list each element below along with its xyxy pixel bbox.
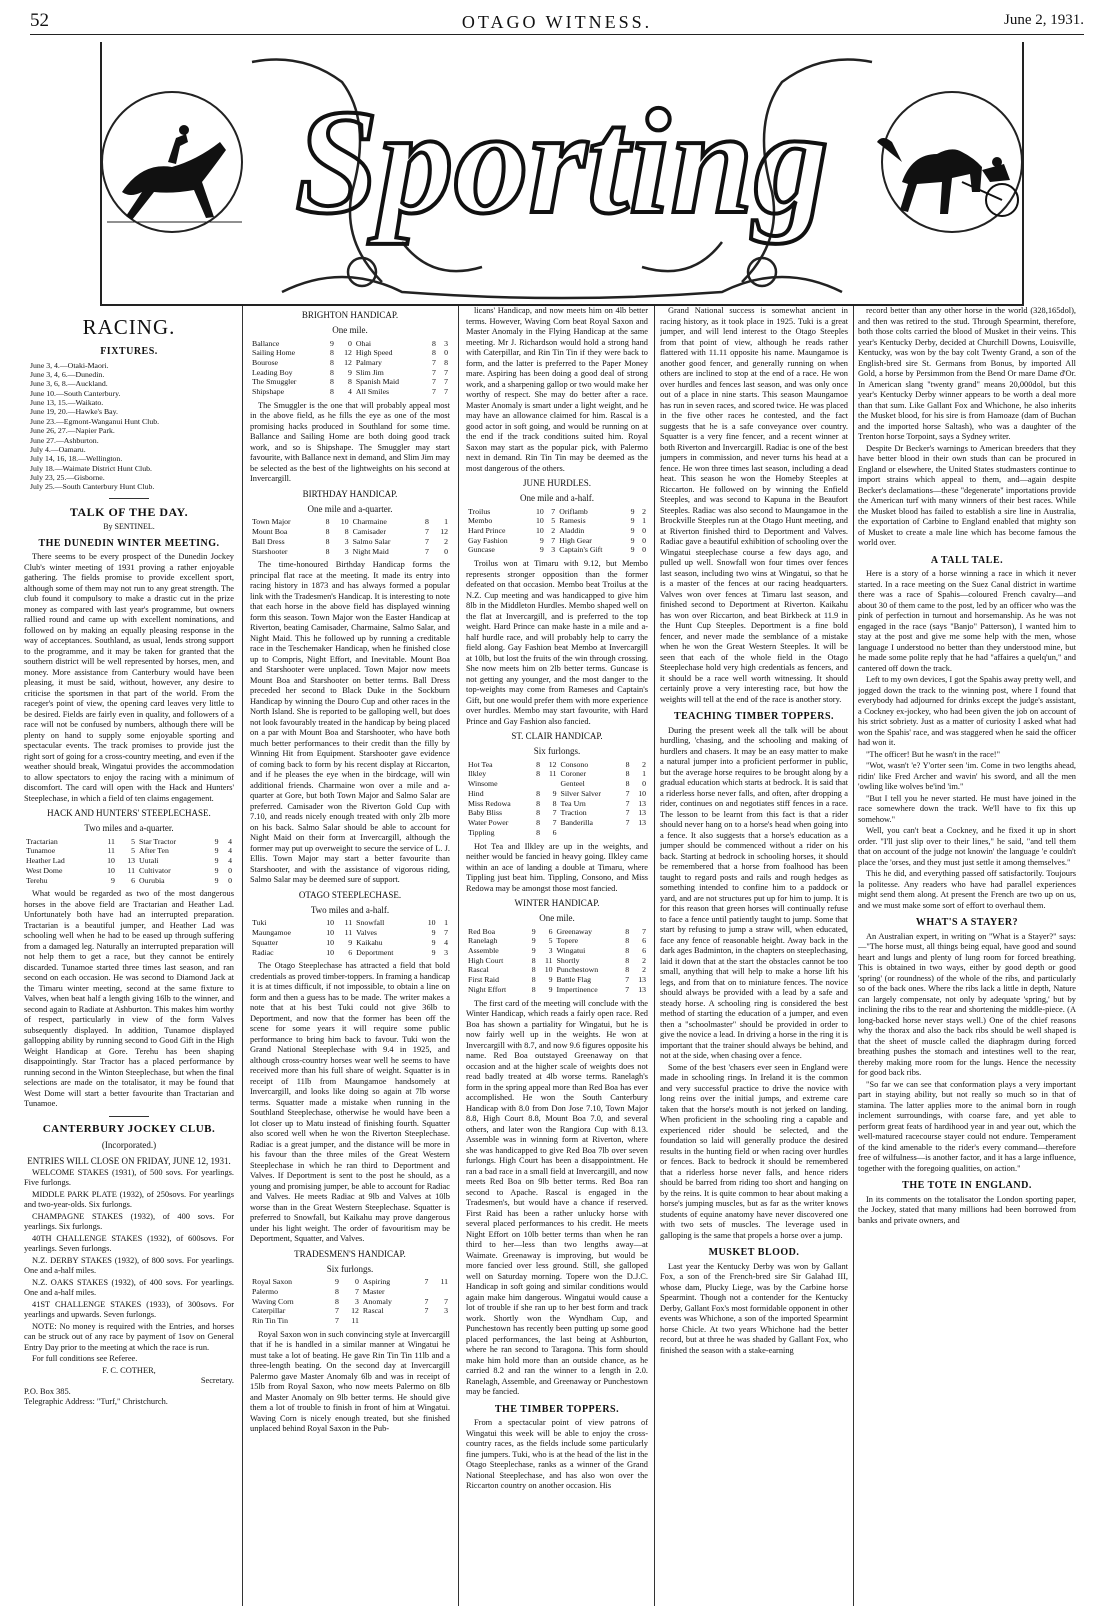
article-paragraph: During the present week all the talk will be about hurdling, 'chasing, and the schooling and making of hurdlers and chasers. It may be an easy matter to make a natural jumper into a proficient performer in public, but the average horse requires to be brought along by a gradual education which starts at bedrock. It is said that a riderless horse never falls, and often, after dropping a rider, continues on and negotiates stiff fences in a race. The lesson to be learnt from this fact is that a rider should never hang on to a horse's head when going into a fence. It also suggests that a horse's education as a jumper should be commenced without a rider on his back. Starting at bedrock in schooling horses, it should be remembered that a horse from foalhood has been taught to regard posts and rails and rough hedges as something intended to confine him to a paddock or yard, and are not structures put up for him to jump. It is for this reason that green horses will continually refuse to face a fence until patiently taught to jump. Some that start by refusing to jump a straw will, when educated, face any fence of reasonable height. Away back in the dark ages Badminton, in the chapters on steeplechasing, laid it down that at the start the obstacles cannot be too small, anything that will help to make a horse lift his legs, and from that on to miniature fences. The novice should always be provided with a lead by a safe and steady horse. A schooling ring is considered the best method of starting the education of a jumper, and even then a "schoolmaster" should be provided in order to give the novice a lead. In driving a horse in the ring it is important that the trainer should always be behind, and not at the side, when chasing over a fence. [660,725,848,1060]
table-row: Assemble 9 3 Wingatui 8 6 [468,946,646,956]
article-paragraph: Some of the best 'chasers ever seen in England were made in schooling rings. In Ireland it is the common and very successful practice to drive the novice with long reins over the initial jumps, and extreme care taken that the horse's mouth is not jerked on landing. When proficient in the schooling ring a capable and experienced rider should be selected, and the foundation so laid will generally produce the desired results in the hunting field or when racing over hurdles or fences. Back to bedrock it should be remembered that a riderless horse never falls, and hence riders should be barred from riding too short and hanging on by the reins. It is quite common to hear about making a horse's jumping muscles, but as far as the writer knows students of equine anatomy have never discovered one with two sets of muscles. The leverage used in galloping is the same that propels a horse over a jump. [660,1062,848,1240]
advert-line: N.Z. DERBY STAKES (1932), of 800 sovs. For yearlings. One and a-half miles. [24,1255,234,1276]
fixture-line: July 14, 16, 18.—Wellington. [30,454,123,464]
table-row: Leading Boy 8 9 Slim Jim 7 7 [252,367,448,377]
advert-line: MIDDLE PARK PLATE (1932), of 250sovs. For yearlings and two-year-olds. Six furlongs. [24,1189,234,1210]
fixture-line: June 3, 6, 8.—Auckland. [30,379,108,389]
fixture-line: June 23.—Egmont-Wanganui Hunt Club. [30,416,160,426]
table-row: Gay Fashion 9 7 High Gear 9 0 [468,535,646,545]
article-paragraph: "But I tell you he never started. He must have joined in the race somewhere down the track. We'll have to fix this up somehow." [858,793,1076,824]
table-row: Ballance 9 0 Ohai 8 3 [252,338,448,348]
trotting-sulky-illustration [877,92,1022,232]
table-row: Winsome Genteel 8 0 [468,779,646,789]
page-number: 52 [30,10,49,31]
fixture-line: June 10.—South Canterbury. [30,388,121,398]
article-paragraph: licans' Handicap, and now meets him on 4lb better terms. However, Waving Corn beat Royal Saxon and Master Anomaly in the Flying Handicap at the same meeting. Mr J. Richardson would hold a strong hand with Caterpillar, and Rin Tin Tin if they were back to form, and the latter is preferred to the Paper Money mare. Aspiring has been doing a good deal of strong work, and a sharpening gallop or two would make her worthy of respect. She may do better after a race. Master Anomaly is smart under a light weight, and he may have an allowance claimed for him. Rascal is a good actor in soft going, and would be running on at the end if the track conditions suited him. Royal Saxon may start as the popular pick, with Palermo next in demand. Rin Tin Tin may be deemed as the most dangerous of the others. [466,306,648,473]
cjc-signature: F. C. COTHER, [102,1365,156,1375]
table-row: Sailing Home 8 12 High Speed 8 0 [252,348,448,358]
otago-steeplechase-heading: OTAGO STEEPLECHASE. [298,889,402,900]
table-row: Caterpillar 7 12 Rascal 7 3 [252,1306,448,1316]
st-clair-heading: ST. CLAIR HANDICAP. [511,731,603,742]
column-rule [654,306,655,1606]
divider [109,498,149,499]
advert-line: NOTE: No money is required with the Entries, and horses can be struck out of any race by payment of 1sov on General Entry Day prior to the meeting at which the race is run. [24,1321,234,1352]
table-row: Water Power 8 7 Banderilla 7 13 [468,818,646,828]
article-paragraph: "Wot, wasn't 'e? Y'orter seen 'im. Come in two lengths ahead, ridin' like Fred Archer and wavin' his sword, and all the men 'owling like wolves be'ind 'im." [858,761,1076,791]
article-paragraph: Well, you can't beat a Cockney, and he fixed it up in short order. "I'll just slip over to their lines," he said, "and tell them that on account of the judge not knowin' the language 'e couldn't place the 'orses, and they must just settle it among themselves." [858,826,1076,867]
article-paragraph: The first card of the meeting will conclude with the Winter Handicap, which reads a fairly open race. Red Boa has shown a partiality for Wingatui, but he is now fairly well up in the weights. He won at Invercargill with 8.7, and now 9.6 figures opposite his name. Red Boa outstayed Greenaway on that occasion and at the higher scale of weights does not read badly treated at 4lb worse terms. Ranelagh's form in the spring appeal more than Red Boa has ever accomplished. He won the South Canterbury Handicap with 8.0 from Don Jose 7.10, Town Major 8.8, High Court 8.8, Mount Boa 7.0, and several others, and later won the Rangiora Cup with 8.13. Assemble was in winning form at Riverton, where she was handicapped to give Red Boa 7lb over seven furlongs. High Court has been a disappointment. He ran a bad race in a small field at Invercargill, and now meets Red Boa on 9lb better terms. Red Boa ran second to Apache. Rascal is engaged in the Tradesmen's, but would have a chance if reserved. First Raid has been a rather unlucky horse with several placed performances to his credit. He meets Night Effort on 10lb better terms than when he ran third to her—less than two lengths away—at Waimate. Greenaway is improving, but would be more fancied over less ground. Still, she galloped well on Saturday morning. Topere won the D.J.C. Handicap in soft going and similar conditions would again make him dangerous. Wingatui would cause a lot of trouble if she ran up to her best form and track work. Shortly won the Wyndham Cup, and Punchestown has recently been putting up some good placed performances, the last being at Ashburton, where he ran second to Taragona. This form should make him hold more than an outside chance, as he carried 8.2 and ran the winner to a length in 2.0. Ranelagh, Assemble, and Greenaway or Punchestown may be fancied. [466,998,648,1397]
advert-line: 40TH CHALLENGE STAKES (1932), of 600sovs. For yearlings. Seven furlongs. [24,1233,234,1254]
sporting-title: Sporting [295,79,829,245]
advert-line: N.Z. OAKS STAKES (1932), of 400 sovs. For yearlings. One and a-half miles. [24,1277,234,1298]
otago-steeplechase-weights-table [250,918,450,957]
article-paragraph: In its comments on the totalisator the London sporting paper, the Jockey, stated that many millions had been borrowed from banks and private owners, and [858,1194,1076,1225]
column-2 [250,306,450,1606]
tradesmens-weights-table [250,1277,450,1326]
table-row: Starshooter 8 3 Night Maid 7 0 [252,546,448,556]
table-row: High Court 8 11 Shortly 8 2 [468,955,646,965]
sporting-banner-art [102,42,1022,304]
fixture-line: June 27.—Ashburton. [30,435,99,445]
brighton-distance: One mile. [332,325,368,336]
fixture-line: July 18.—Waimate District Hunt Club. [30,463,152,473]
article-paragraph: Hot Tea and Ilkley are up in the weights, and neither would be fancied in heavy going. Ilkley came within an ace of landing a double at Timaru, where Tippling just beat him. Tippling, Consono, and Miss Redowa may be amongst those most fancied. [466,841,648,893]
fixture-line: June 26, 27.—Napier Park. [30,426,115,436]
winter-handicap-distance: One mile. [539,913,575,924]
table-row: West Dome 10 11 Cultivator 9 0 [26,865,232,875]
fixture-line: July 4.—Oamaru. [30,444,86,454]
table-row: Royal Saxon 9 0 Aspiring 7 11 [252,1277,448,1287]
hack-hunters-distance: Two miles and a-quarter. [84,823,174,834]
advert-line: CHAMPAGNE STAKES (1932), of 400 sovs. For yearlings. Six furlongs. [24,1211,234,1232]
table-row: Miss Redowa 8 8 Tea Urn 7 13 [468,798,646,808]
article-paragraph: Left to my own devices, I got the Spahis away pretty well, and jogged down the track to the winning post, where I found that everybody had adjourned for drinks except the judge's assistant, a Cockney ex-jockey, who had been given the job on account of his strict sobriety. Just as a matter of curiosity I asked what had won the Spahis' race, and was staggered when he said the officer had won it. [858,675,1076,747]
sporting-banner [100,42,1024,306]
byline: By SENTINEL. [103,521,155,531]
st-clair-distance: Six furlongs. [533,746,581,757]
table-row: Membo 10 5 Ramesis 9 1 [468,516,646,526]
musket-blood-heading: MUSKET BLOOD. [708,1247,800,1258]
tradesmens-heading: TRADESMEN'S HANDICAP. [294,1248,406,1259]
otago-steeplechase-distance: Two miles and a-half. [310,905,390,916]
table-row: Red Boa 9 6 Greenaway 8 7 [468,926,646,936]
racing-heading: RACING. [82,315,176,339]
article-paragraph: The Smuggler is the one that will probably appeal most in the above field, as he fills the eye as one of the most promising hacks produced in Southland for some time. Ballance and Sailing Home are both doing good track work, and so is Shipshape. The Smuggler may start favourite, with Ballance next in demand, and Slim Jim may be selected as the best of the lightweights on his second at Invercargill. [250,400,450,484]
table-row: Ball Dress 8 3 Salmo Salar 7 2 [252,536,448,546]
table-row: Ilkley 8 11 Coroner 8 1 [468,769,646,779]
birthday-weights-table [250,517,450,556]
divider [109,1116,149,1117]
fixture-line: June 19, 20.—Hawke's Bay. [30,407,118,417]
table-row: Squatter 10 9 Kaikahu 9 4 [252,937,448,947]
column-4 [660,306,848,1606]
table-row: Tuki 10 11 Snowfall 10 1 [252,918,448,928]
fixtures-list [30,361,234,492]
talk-of-the-day-heading: TALK OF THE DAY. [69,504,189,519]
table-row: Heather Lad 10 13 Uutali 9 4 [26,856,232,866]
fixtures-heading: FIXTURES. [100,346,158,358]
article-paragraph: The Otago Steeplechase has attracted a field that bold credentials as proved timber-toppers. In framing a handicap it is at times difficult, if not impossible, to obtain a line on form and then a guess has to be made. The writer makes a note that at his best Tuki could not give 36lb to Deportment, and now that the former has been off the scene for some years it will require some public performance to bring him back to favour. Tuki won the Grand National Steeplechase with 9.4 in 1925, and although cross-country horses wear well he seems to have received more than his full share of weight. Squatter is in receipt of 11lb from Maungamoe handsomely at Invercargill, and looks like doing so again at 7lb worse terms. Squatter made a mistake when running in the Southland Steeplechase, otherwise he would have been a lot closer up to Matu instead of finishing fourth. Squatter also scored well when he won the Riverton Steeplechase. Radiac is a great jumper, and the distance will be more in his favour than the three miles of the Great Western Steeplechase in which he ran third to Deportment and Valves. If Deportment is sent to the post he should, as a young and promising jumper, be able to account for Radiac and Valves. He meets Radiac at 9lb and Valves at 10lb worse than in the Great Western Steeplechase. Squatter is preferred to Snowfall, but Kaikahu may prove dangerous under his light weight. The order of favouritism may be Deportment, Squatter, and Valves. [250,961,450,1244]
article-paragraph: Last year the Kentucky Derby was won by Gallant Fox, a son of the French-bred sire Sir Galahad III, whose dam, Plucky Liege, was by the Carbine horse Spearmint. Though not a contender for the Kentucky Derby, Gallant Fox's most formidable opponent in other events was Whichone, a son of the imported Spearmint horse Chicle. At two years Whichone had the better record, but at three he was shaded by Gallant Fox, who finished the season with a stake-earning [660,1261,848,1355]
article-paragraph: Troilus won at Timaru with 9.12, but Membo represents stronger opposition than the former defeated on that occasion. Membo beat Troilus at the N.Z. Cup meeting and was handicapped to give him 8lb in the Middleton Hurdles. Membo shaped well on the flat at Invercargill, and is preferred to the top weight. Hard Prince can make haste in a mile and a-half hurdle race, and will probably help to carry the field along. Gay Fashion beat Membo at Invercargill at 10lb, but lost the fruits of the win through crossing. She now meets him on 2lb better terms. Guncase is not getting any younger, and the most danger to the top-weights may come from Rameses and Captain's Gift, but one would prefer them with more experience over hurdles. Membo may start favourite, with Hard Prince and Gay Fashion also fancied. [466,559,648,726]
table-row: Palermo 8 7 Master [252,1287,385,1297]
fixture-line: June 13, 15.—Waikato. [30,398,104,408]
table-row: Tunamoe 11 5 After Ten 9 4 [26,846,232,856]
cjc-entries-close: ENTRIES WILL CLOSE ON FRIDAY, JUNE 12, 1931. [27,1155,231,1166]
table-row: Terehu 9 6 Ourubia 9 0 [26,875,232,885]
racehorse-jockey-illustration [102,92,242,232]
table-row: Tippling 8 6 [468,827,557,837]
hack-hunters-weights-table [24,837,234,886]
article-paragraph: From a spectacular point of view patrons of Wingatui this week will be able to enjoy the cross-country races, as the fields include some particularly fine jumpers. Tuki, who is at the head of the list in the Otago Steeplechase, ranks as a winner of the Grand National Steeplechase, and has also won over the Riccarton country on another occasion. His [466,1418,648,1491]
article-paragraph: An Australian expert, in writing on "What is a Stayer?" says:—"The horse must, all things being equal, have good and sound heart and lungs and plenty of lung room for forced breathing. This is obtained in two ways, either by good depth or good 'spring' (or roundness) of the whole of the ribs, and particularly so of the back ones. Where the ribs lack a little in depth, Nature can largely compensate, not only by adequate 'spring,' but by inclining the ribs to the rear and shortening the middle-piece. (A long-backed horse never stays well.) One of the chief reasons why the thorax and also the back ribs should be well shaped is that the sheet of muscle called the diaphragm during forced breathing pushes the stomach and intestines well to the rear, thereby making more room for the lungs. Hence the necessity for good back ribs. [858,931,1076,1077]
st-clair-weights-table [466,760,648,838]
article-paragraph: Grand National success is somewhat ancient in racing history, as it took place in 1925. Tuki is a great jumper, and will lend interest to the Otago Steeples from that point of view, although he reads rather flattered with 11.11 opposite his name. Maungamoe is another good fencer, and generally running on when others are inclined to stop at the end of a race. He won over hurdles and fences last season, and was only once out of a place in nine starts. This season Maungamoe has run in seven races, and scored twice. He was placed in the five other races he contested, and the fact suggests that he is a safe conveyance over country. Squatter is a very fine fencer, and a recent winner at both Riverton and Invercargill. Radiac is one of the best jumpers in commission, and never turns his head at a fence. He won three times last season, including a dead heat. This season he won the Homeby Steeples at Riccarton. He followed on by winning the Enfield Steeples, and was second to Kapuna in the Beaufort Steeples. Radiac was also second to Maungamoe in the Brockville Steeples run at the Otago Hunt meeting, and at Riverton finished third to Deportment and Valves. Radiac gave a beautiful exhibition of schooling over the Wingatui steeplechase course a few days ago, and pulled up well. Snowfall won four times over fences last season, including two wins at Wingatui, so that he is a master of the fences at our racing headquarters. Valves won over fences at Timaru last season, and finished second to Deportment at Riverton. Kaikahu has won over Riccarton, and beat Birkbeck at 11.9 in the Hunt Cup Steeples. Deportment is a fine bold fencer, and never made the semblance of a mistake when he won the Great Western Steeples. It will be seen that each of the whole field in the Otago Steeplechase hold very high credentials as fencers, and it should be a race well worth witnessing. It should certainly prove a very interesting race, but how the weights will tell at the end of the race is another story. [660,306,848,704]
newspaper-name: OTAGO WITNESS. [461,12,653,32]
table-row: Maungamoe 10 11 Valves 9 7 [252,928,448,938]
fixture-line: June 3, 4, 6.—Dunedin. [30,370,105,380]
cjc-heading: CANTERBURY JOCKEY CLUB. [42,1122,216,1135]
advert-line: 41ST CHALLENGE STAKES (1933), of 300sovs. For yearlings and upwards. Seven furlongs. [24,1299,234,1320]
cjc-secretary: Secretary. [200,1376,234,1386]
timber-toppers-heading: THE TIMBER TOPPERS. [494,1403,620,1415]
article-paragraph: Here is a story of a horse winning a race in which it never started. In a race meeting on the Suez Canal district in wartime there was a race of Spahis—coloured French cavalry—and about 30 of them came to the post, led by an officer who was the pink of perfection in turnout and horsemanship. As he was not engaged in the race (says "Banjo" Patterson), I wanted him to stay at the post and give me some help with the men, whose language I understood no better than they understood mine, but he made some polite reply that he had "affaires a quelq'un," and cantered off down the track. [858,569,1076,673]
table-row: Bourose 8 12 Palmary 7 8 [252,357,448,367]
fixture-line: June 3, 4.—Otaki-Maori. [30,360,109,370]
column-rule [458,306,459,1606]
column-5 [858,306,1076,1606]
column-1 [24,306,234,1606]
article-paragraph: record better than any other horse in the world (328,165dol), and then was retired to the stud. Through Spearmint, therefore, both those colts carried the blood of Musket in their veins. This year's Kentucky Derby, decided at Churchill Downs, Louisville, Kentucky, was won by the bay colt Twenty Grand, a son of the English-bred sire St. Germans from Bonus, by imported All Gold, a horse by Persimmon from the Bend Or mare Dame d'Or. In American slang "twenty grand" means 20,000dol, but this year's Kentucky Derby winner appears to be worth a deal more than that sum. Like Gallant Fox and Whichone, he also inherits the Musket blood, for his sire is from Hamoaze (dam of Buchan and the imported horse Saltash), who was a daughter of the Trenton horse Torpoint, says a Sydney writer. [858,306,1076,441]
table-row: Baby Bliss 8 7 Traction 7 13 [468,808,646,818]
article-paragraph: The time-honoured Birthday Handicap forms the principal flat race at the meeting. It made its entry into racing history in 1873 and has always formed a popular link with the Tradesmen's Handicap. It is interesting to note that each horse in the above field has displayed winning form this season. Town Major won the Easter Handicap at Riverton, beating Camisader, Charmaine, Salmo Salar, and Night Maid. This he followed up by running a creditable race in the Teschemaker Handicap, when he finished close up to Compris, Night Effort, and Inevitable. Mount Boa and Starshooter were unplaced. Town Major now meets Mount Boa and Starshooter on better terms. Ball Dress preceded her second to Black Duke in the Sockburn Handicap by winning the Douro Cup and other races in the North Island. She is reported to be galloping well, but does not look favourably treated in the handicap by being placed on a par with Mount Boa and Starshooter, who have both much better performances to their credit than the filly by Winning Hit from Equipment. Starshooter gave evidence of coming back to form by his recent display at Riccarton, and if he pleases the eye when in the birdcage, will win additional friends. Charmaine won over a mile and a-quarter at Gore, but both Town Major and Salmo Salar are preferred. Camisader won the Riverton Gold Cup with 7.10, and reads nicely enough treated with only 2lb more on his back. Salmo Salar should be able to account for Night Maid on their form at Invercargill, although the former may put up overweight to secure the service of L. J. Ellis. Town Major may start a better favourite than Starshooter, and with the assistance of vigorous riding, Salmo Salar may be deemed sure of support. [250,560,450,885]
tradesmens-distance: Six furlongs. [326,1264,374,1275]
masthead [30,6,1084,35]
cjc-incorporated: (Incorporated.) [101,1140,157,1151]
issue-date: June 2, 1931. [1004,12,1084,28]
cjc-telegraphic: Telegraphic Address: "Turf," Christchurch. [24,1397,168,1407]
dunedin-meeting-heading: THE DUNEDIN WINTER MEETING. [38,537,220,549]
advert-line: WELCOME STAKES (1931), of 500 sovs. For yearlings. Five furlongs. [24,1167,234,1188]
article-paragraph: Despite Dr Becker's warnings to American breeders that they have better blood in their own studs than can be procured in England or elsewhere, the United States studmasters continue to import strains which appeal to them, and—again despite Becker's declamations—these "degenerate" importations provide the American turf with many winners of their best races. While the Musket blood has failed to establish a sire line in Australia, the exportation of Carbine to England enabled that mighty son of Musket to create a male line which has become famous the world over. [858,443,1076,547]
column-rule [242,306,243,1606]
table-row: Night Effort 8 9 Impertinence 7 13 [468,984,646,994]
tall-tale-heading: A TALL TALE. [930,554,1004,566]
table-row: Hard Prince 10 2 Aladdin 9 0 [468,525,646,535]
article-paragraph: This he did, and everything passed off satisfactorily. Toujours la politesse. Any readers who have had parallel experiences might send them along. At present the French are two up on us, and we must make some sort of effort to overhaul them. [858,869,1076,910]
hack-hunters-heading: HACK AND HUNTERS' STEEPLECHASE. [47,808,211,819]
advert-line: For full conditions see Referee. [32,1354,138,1364]
table-row: Town Major 8 10 Charmaine 8 1 [252,517,448,527]
table-row: Ranelagh 9 5 Topere 8 6 [468,936,646,946]
article-paragraph: There seems to be every prospect of the Dunedin Jockey Club's winter meeting of 1931 proving a rather enjoyable gathering. The fields promise to provide excellent sport, although some of them may not run to any great strength. The club found it compulsory to make a drastic cut in the prize money as compared with last year's programme, but owners rallied round and came up with excellent nominations, and followed on by making an equally pleasing response in the way of acceptances. Southland, as usual, lends strong support to the programme, and it may be taken for granted that the southern district will be well represented by horses, men, and money. More assistance from Canterbury would have been pleasing, it must be said, without, however, any desire to criticise the sportsmen in that part of the world. From the raceger's point of view, the opening card leaves very little to be desired. Fields are fairly even in quality, and followers of a race will not be confused by numbers, although there will be plenty on hand to supply some enjoyable sporting and spectacular events. The track promises to provide just the right sort of going for a cross-country meeting, and even if the weather should break, Wingatui provides the accommodation to allow spectators to enjoy the racing with a minimum of discomfort. The card will open with the Hack and Hunters' Steeplechase, in which a field of ten claims engagement. [24,552,234,803]
june-hurdles-weights-table [466,507,648,556]
table-row: Troilus 10 7 Oriflamb 9 2 [468,506,646,516]
whats-a-stayer-heading: WHAT'S A STAYER? [915,917,1019,928]
winter-handicap-heading: WINTER HANDICAP. [514,898,600,909]
table-row: First Raid 8 9 Battle Flag 7 13 [468,975,646,985]
fixture-line: July 25.—South Canterbury Hunt Club. [30,482,155,492]
table-row: The Smuggler 8 8 Spanish Maid 7 7 [252,377,448,387]
table-row: Shipshape 8 4 All Smiles 7 7 [252,387,448,397]
birthday-heading: BIRTHDAY HANDICAP. [302,488,398,499]
article-paragraph: What would be regarded as two of the most dangerous horses in the above field are Tractarian and Heather Lad. Unfortunately both have had an interrupted preparation. Tractarian is a beautiful jumper, and Heather Lad was schooling well when he had to be eased up through suffering from a damaged leg. Naturally an interrupted preparation will not help them to get a race, but they cannot be entirely discarded. Tunamoe started three times last season, and ran second on each occasion. He was second to Diamond Jack at the Timaru winter meeting, second at the same fixture to Valves, when beat half a length giving 16lb to the winner, and second again to Radiate at Ashburton. This makes him worthy of respect, particularly in view of the form Valves subsequently displayed. In addition, Tunamoe displayed gallopping ability by running second to Good Gift in the High Weight Handicap at Gore. Terehu has been shaping disappointingly. Star Tractor has a placed performance by running second in the Winton Steeplechase, but when the final selections are made on the totalisator, it may be found that West Dome will start a better favourite than Tractarian and Tunamoe. [24,889,234,1109]
article-paragraph: "The officer! But he wasn't in the race!" [866,749,1000,759]
table-row: Hot Tea 8 12 Consono 8 2 [468,759,646,769]
brighton-heading: BRIGHTON HANDICAP. [301,310,399,320]
june-hurdles-heading: JUNE HURDLES. [522,478,591,488]
table-row: Tractarian 11 5 Star Tractor 9 4 [26,836,232,846]
table-row: Mount Boa 8 8 Camisader 7 12 [252,527,448,537]
table-row: Radiac 10 6 Deportment 9 3 [252,947,448,957]
brighton-weights-table [250,339,450,397]
fixture-line: July 23, 25.—Gisborne. [30,472,105,482]
column-3 [466,306,648,1606]
article-paragraph: "So far we can see that conformation plays a very important part in staying ability, but not really so much so in that of stamina. The latter applies more to the animal born in rough inclement surroundings, with coarse fare, and yet able to perform great feats of hardihood year in and year out, which the well-matured racecourse stayer could not endure. Temperament of the kind amenable to the rider's every command—therefore free of wilfulness—is another factor, and it has a large influence, together with the foregoing qualities, on action." [858,1079,1076,1173]
winter-handicap-weights-table [466,927,648,995]
table-row: Hind 8 9 Silver Salver 7 10 [468,788,646,798]
cjc-po-box: P.O. Box 385. [24,1386,71,1396]
tote-in-england-heading: THE TOTE IN ENGLAND. [902,1180,1032,1191]
table-row: Guncase 9 3 Captain's Gift 9 0 [468,545,646,555]
teaching-timber-toppers-heading: TEACHING TIMBER TOPPERS. [673,711,835,722]
birthday-distance: One mile and a-quarter. [307,504,393,515]
column-rule [853,306,854,1606]
table-row: Rin Tin Tin 7 11 [252,1316,359,1326]
june-hurdles-distance: One mile and a-half. [520,493,594,504]
table-row: Waving Corn 8 3 Anomaly 7 7 [252,1296,448,1306]
article-paragraph: Royal Saxon won in such convincing style at Invercargill that if he is handled in a similar manner at Wingatui he must take a lot of beating. He gave Rin Tin Tin 11lb and a three-length beating. On the second day at Invercargill Palermo gave Master Anomaly 6lb and was in receipt of 15lb from Royal Saxon, who now meets Palermo on 8lb and Master Anomaly on 9lb better terms. He should give them a lot of trouble to finish in front of him at Wingatui. Waving Corn is nicely enough treated, but she finished unplaced behind Royal Saxon in the Pub- [250,1329,450,1434]
table-row: Rascal 8 10 Punchestown 8 2 [468,965,646,975]
